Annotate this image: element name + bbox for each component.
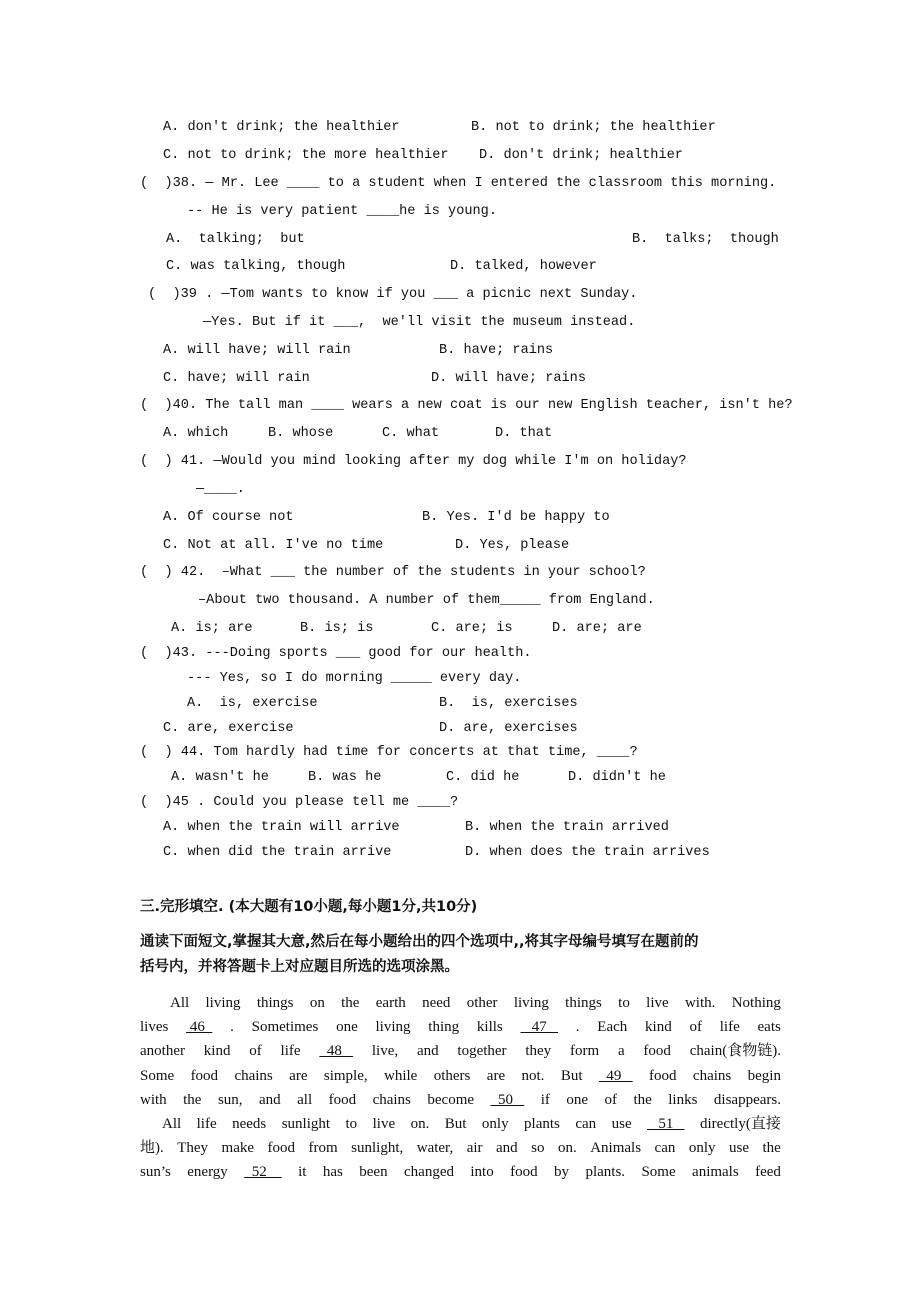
passage-word: from bbox=[308, 1140, 338, 1156]
passage-word: all bbox=[297, 1092, 313, 1108]
answer-option: D. will have; rains bbox=[431, 371, 586, 386]
passage-word: 地). bbox=[140, 1140, 164, 1156]
section-heading: 三.完形填空. (本大题有10小题,每小题1分,共10分) bbox=[140, 899, 478, 915]
passage-word: only bbox=[688, 1140, 716, 1156]
answer-option: C. was talking, though bbox=[166, 259, 346, 274]
dialogue-line: –About two thousand. A number of them_____ from England. bbox=[198, 593, 655, 608]
passage-word: living bbox=[513, 995, 549, 1011]
passage-word: live bbox=[646, 995, 669, 1011]
passage-word: Some bbox=[140, 1068, 175, 1084]
answer-option: B. is; is bbox=[300, 621, 374, 636]
answer-option: A. is; are bbox=[171, 621, 253, 636]
passage-line bbox=[140, 1042, 781, 1060]
answer-option: D. talked, however bbox=[450, 259, 597, 274]
answer-option: C. have; will rain bbox=[163, 371, 310, 386]
passage-word: feed bbox=[755, 1164, 781, 1180]
passage-word: live bbox=[372, 1116, 396, 1132]
passage-line bbox=[140, 1115, 781, 1133]
cloze-blank: 50 bbox=[490, 1092, 525, 1108]
passage-line bbox=[140, 1018, 781, 1036]
question-stem: ( )45 . Could you please tell me ____? bbox=[140, 795, 459, 810]
passage-word: directly(直接 bbox=[700, 1116, 781, 1132]
passage-word: sunlight bbox=[281, 1116, 331, 1132]
cloze-blank: 49 bbox=[598, 1068, 633, 1084]
passage-word: Some bbox=[641, 1164, 676, 1180]
passage-word: All bbox=[162, 1116, 182, 1132]
passage-word: animals bbox=[692, 1164, 739, 1180]
passage-word: are bbox=[486, 1068, 506, 1084]
passage-word: chains bbox=[234, 1068, 273, 1084]
passage-word: together bbox=[457, 1043, 507, 1059]
passage-word: water, bbox=[416, 1140, 454, 1156]
answer-option: A. when the train will arrive bbox=[163, 820, 400, 835]
passage-word: Nothing bbox=[731, 995, 781, 1011]
passage-word: But bbox=[444, 1116, 467, 1132]
passage-word: . bbox=[575, 1019, 580, 1035]
passage-word: disappears. bbox=[713, 1092, 781, 1108]
passage-word: They bbox=[177, 1140, 209, 1156]
answer-option: B. when the train arrived bbox=[465, 820, 669, 835]
dialogue-line: —____. bbox=[196, 482, 245, 497]
dialogue-line: -- He is very patient ____he is young. bbox=[187, 204, 497, 219]
question-stem: ( )39 . —Tom wants to know if you ___ a picnic next Sunday. bbox=[148, 287, 638, 302]
passage-word: things bbox=[256, 995, 294, 1011]
passage-word: food bbox=[643, 1043, 671, 1059]
passage-word: All bbox=[170, 995, 190, 1011]
answer-option: A. is, exercise bbox=[187, 696, 318, 711]
passage-word: while bbox=[384, 1068, 418, 1084]
passage-word: of bbox=[604, 1092, 617, 1108]
passage-word: kills bbox=[476, 1019, 503, 1035]
passage-word: Animals bbox=[590, 1140, 642, 1156]
passage-word: But bbox=[560, 1068, 583, 1084]
passage-word: sunlight, bbox=[351, 1140, 404, 1156]
question-stem: ( ) 42. –What ___ the number of the students in your school? bbox=[140, 565, 646, 580]
answer-option: D. didn't he bbox=[568, 770, 666, 785]
passage-word: begin bbox=[747, 1068, 781, 1084]
cloze-blank: 47 bbox=[520, 1019, 559, 1035]
passage-word: living bbox=[375, 1019, 411, 1035]
passage-word: kind bbox=[645, 1019, 672, 1035]
passage-word: into bbox=[470, 1164, 494, 1180]
passage-word: the bbox=[762, 1140, 781, 1156]
passage-line bbox=[140, 1163, 781, 1181]
passage-word: not. bbox=[521, 1068, 545, 1084]
passage-word: a bbox=[617, 1043, 625, 1059]
passage-word: sun’s bbox=[140, 1164, 171, 1180]
passage-word: food bbox=[267, 1140, 296, 1156]
passage-word: life bbox=[196, 1116, 217, 1132]
passage-word: eats bbox=[757, 1019, 781, 1035]
answer-option: B. is, exercises bbox=[439, 696, 578, 711]
passage-word: form bbox=[569, 1043, 600, 1059]
passage-word: to bbox=[345, 1116, 358, 1132]
passage-word: one bbox=[566, 1092, 589, 1108]
passage-word: lives bbox=[140, 1019, 169, 1035]
passage-word: plants bbox=[524, 1116, 560, 1132]
answer-option: B. Yes. I'd be happy to bbox=[422, 510, 610, 525]
passage-word: food bbox=[649, 1068, 677, 1084]
dialogue-line: --- Yes, so I do morning _____ every day. bbox=[187, 671, 522, 686]
passage-word: Each bbox=[597, 1019, 628, 1035]
question-stem: ( )43. ---Doing sports ___ good for our health. bbox=[140, 646, 532, 661]
passage-word: can bbox=[654, 1140, 676, 1156]
passage-word: living bbox=[205, 995, 241, 1011]
answer-option: D. are; are bbox=[552, 621, 642, 636]
passage-word: life bbox=[719, 1019, 740, 1035]
passage-word: make bbox=[221, 1140, 255, 1156]
passage-word: become bbox=[427, 1092, 475, 1108]
cloze-blank: 52 bbox=[244, 1164, 282, 1180]
passage-word: they bbox=[525, 1043, 552, 1059]
answer-option: D. that bbox=[495, 426, 553, 441]
passage-word: only bbox=[481, 1116, 509, 1132]
answer-option: C. did he bbox=[446, 770, 520, 785]
passage-word: things bbox=[565, 995, 602, 1011]
passage-word: it bbox=[298, 1164, 307, 1180]
passage-word: on. bbox=[557, 1140, 577, 1156]
answer-option: C. are, exercise bbox=[163, 721, 294, 736]
question-stem: ( )40. The tall man ____ wears a new coat is our new English teacher, isn't he? bbox=[140, 398, 793, 413]
passage-word: need bbox=[422, 995, 451, 1011]
passage-word: changed bbox=[404, 1164, 454, 1180]
answer-option: A. which bbox=[163, 426, 229, 441]
passage-word: to bbox=[618, 995, 630, 1011]
passage-word: with. bbox=[684, 995, 716, 1011]
section-instructions: 括号内，并将答题卡上对应题目所选的选项涂黑。 bbox=[140, 959, 459, 975]
dialogue-line: —Yes. But if it ___, we'll visit the museum instead. bbox=[203, 315, 636, 330]
passage-line bbox=[140, 1091, 781, 1109]
answer-option: C. what bbox=[382, 426, 440, 441]
passage-word: Sometimes bbox=[251, 1019, 319, 1035]
passage-word: live, bbox=[371, 1043, 399, 1059]
passage-word: . bbox=[230, 1019, 234, 1035]
passage-word: and bbox=[496, 1140, 518, 1156]
answer-option: A. talking; but bbox=[166, 232, 305, 247]
answer-option: A. Of course not bbox=[163, 510, 294, 525]
passage-word: earth bbox=[375, 995, 406, 1011]
passage-line bbox=[140, 1139, 781, 1157]
passage-word: kind bbox=[203, 1043, 231, 1059]
answer-option: C. Not at all. I've no time bbox=[163, 538, 384, 553]
passage-word: others bbox=[433, 1068, 471, 1084]
passage-word: sun, bbox=[217, 1092, 243, 1108]
answer-option: B. whose bbox=[268, 426, 334, 441]
passage-word: been bbox=[359, 1164, 388, 1180]
passage-word: if bbox=[540, 1092, 550, 1108]
passage-word: of bbox=[689, 1019, 702, 1035]
answer-option: D. when does the train arrives bbox=[465, 845, 710, 860]
answer-option: C. when did the train arrive bbox=[163, 845, 392, 860]
passage-word: links bbox=[668, 1092, 698, 1108]
cloze-blank: 46 bbox=[186, 1019, 213, 1035]
passage-word: life bbox=[280, 1043, 301, 1059]
answer-option: A. will have; will rain bbox=[163, 343, 351, 358]
passage-word: and bbox=[259, 1092, 281, 1108]
passage-word: food bbox=[328, 1092, 357, 1108]
passage-word: the bbox=[183, 1092, 202, 1108]
answer-option: C. not to drink; the more healthier bbox=[163, 148, 449, 163]
passage-word: and bbox=[416, 1043, 439, 1059]
answer-option: B. talks; though bbox=[632, 232, 779, 247]
answer-option: D. don't drink; healthier bbox=[479, 148, 683, 163]
passage-word: simple, bbox=[323, 1068, 368, 1084]
passage-word: so bbox=[531, 1140, 545, 1156]
passage-word: chain(食物链). bbox=[689, 1043, 781, 1059]
passage-word: other bbox=[466, 995, 498, 1011]
passage-word: use bbox=[729, 1140, 750, 1156]
passage-word: are bbox=[289, 1068, 308, 1084]
answer-option: B. have; rains bbox=[439, 343, 554, 358]
passage-word: of bbox=[249, 1043, 262, 1059]
passage-word: one bbox=[336, 1019, 358, 1035]
passage-line bbox=[140, 994, 781, 1012]
passage-word: food bbox=[510, 1164, 538, 1180]
question-stem: ( ) 41. —Would you mind looking after my dog while I'm on holiday? bbox=[140, 454, 687, 469]
passage-word: the bbox=[633, 1092, 652, 1108]
passage-word: chains bbox=[372, 1092, 411, 1108]
passage-word: energy bbox=[187, 1164, 228, 1180]
passage-word: air bbox=[466, 1140, 483, 1156]
cloze-blank: 48 bbox=[319, 1043, 354, 1059]
passage-word: on. bbox=[410, 1116, 430, 1132]
passage-word: on bbox=[309, 995, 325, 1011]
passage-word: has bbox=[322, 1164, 343, 1180]
section-instructions: 通读下面短文,掌握其大意,然后在每小题给出的四个选项中,,将其字母编号填写在题前的 bbox=[140, 934, 699, 950]
passage-word: the bbox=[341, 995, 360, 1011]
passage-word: thing bbox=[428, 1019, 460, 1035]
passage-word: needs bbox=[232, 1116, 267, 1132]
passage-word: chains bbox=[692, 1068, 732, 1084]
passage-word: by bbox=[554, 1164, 570, 1180]
answer-option: D. are, exercises bbox=[439, 721, 578, 736]
answer-option: A. don't drink; the healthier bbox=[163, 120, 400, 135]
answer-option: B. was he bbox=[308, 770, 382, 785]
passage-word: use bbox=[611, 1116, 632, 1132]
answer-option: C. are; is bbox=[431, 621, 513, 636]
passage-word: food bbox=[190, 1068, 219, 1084]
answer-option: A. wasn't he bbox=[171, 770, 269, 785]
cloze-blank: 51 bbox=[647, 1116, 685, 1132]
passage-word: can bbox=[575, 1116, 597, 1132]
passage-word: another bbox=[140, 1043, 185, 1059]
passage-line bbox=[140, 1067, 781, 1085]
question-stem: ( ) 44. Tom hardly had time for concerts at that time, ____? bbox=[140, 745, 638, 760]
passage-word: plants. bbox=[585, 1164, 626, 1180]
question-stem: ( )38. — Mr. Lee ____ to a student when I entered the classroom this morning. bbox=[140, 176, 777, 191]
answer-option: D. Yes, please bbox=[455, 538, 570, 553]
answer-option: B. not to drink; the healthier bbox=[471, 120, 716, 135]
passage-word: with bbox=[140, 1092, 167, 1108]
